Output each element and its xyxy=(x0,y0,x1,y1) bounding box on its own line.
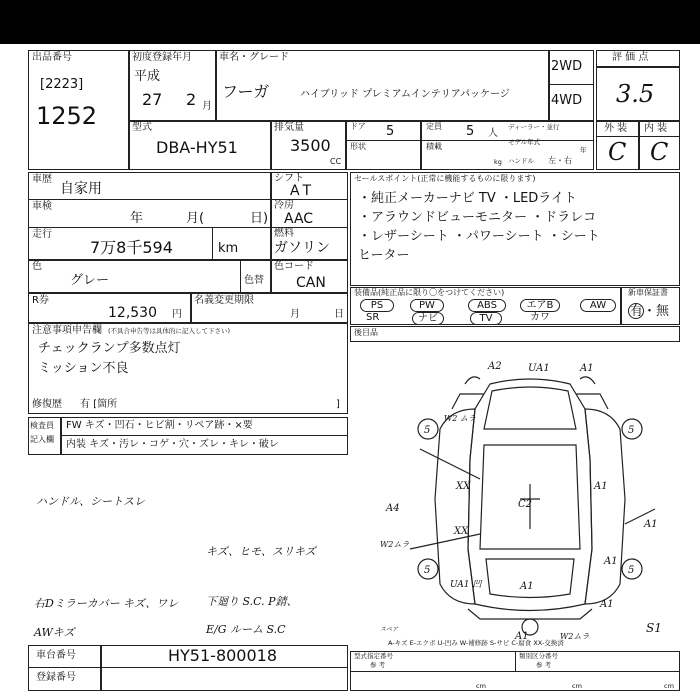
load-label: 積載 xyxy=(426,142,442,151)
sales-point-2: ・アラウンドビューモニター ・ドラレコ xyxy=(358,210,597,225)
mark-w2-bottom: W2ムラ xyxy=(560,632,590,639)
hand-note-5: AWキズ xyxy=(34,626,75,639)
chassis-label: 車台番号 xyxy=(36,650,76,661)
sales-point-1: ・純正メーカーナビ TV ・LEDライト xyxy=(358,191,577,206)
hand-note-3: 右Dミラーカバー キズ、ワレ xyxy=(34,597,179,610)
color-code-value: CAN xyxy=(296,275,326,291)
equip-sr: SR xyxy=(366,312,380,323)
recycle-fee: 12,530 xyxy=(108,305,157,321)
repair-close: ] xyxy=(336,399,340,410)
sales-point-3: ・レザーシート ・パワーシート ・シート xyxy=(358,229,600,244)
notes-sub: (不具合申告等は具体的に記入して下さい) xyxy=(108,327,231,335)
aftermarket-frame xyxy=(350,326,680,342)
equip-pw: PW xyxy=(410,299,444,312)
type-designation-label: 型式指定番号 xyxy=(354,652,393,660)
mark-a1-bottom: A1 xyxy=(515,631,529,639)
name-change-label: 名義変更期限 xyxy=(194,295,254,306)
tire-rl-value: 5 xyxy=(424,565,431,576)
mark-xx-1: XX xyxy=(456,481,471,492)
exterior-grade: C xyxy=(608,138,627,166)
inspector-label-top: 検査員 xyxy=(30,421,54,430)
equip-navi: ナビ xyxy=(412,312,444,325)
interior-grade: C xyxy=(650,138,669,166)
inspector-fw-row: FW キズ・凹石・ヒビ割・リペア跡・×要 xyxy=(66,420,253,431)
shift-value: AT xyxy=(290,183,316,199)
equip-tv: TV xyxy=(470,312,502,325)
warranty-label: 新車保証書 xyxy=(628,288,668,297)
car-name-label: 車名・グレード xyxy=(219,52,289,63)
inspection-label: 車検 xyxy=(32,201,52,212)
category-label: 車歴 xyxy=(32,174,52,185)
ref-label-2: 参 考 xyxy=(536,661,552,669)
mark-a1-right: A1 xyxy=(594,481,608,492)
top-black-bar xyxy=(0,0,700,44)
inspection-month: 月( xyxy=(186,211,205,226)
doors-label: ドア xyxy=(350,122,366,131)
drive-2wd: 2WD xyxy=(551,59,583,74)
mark-a1-front: A1 xyxy=(580,363,594,374)
mark-a1-rear-corner: A1 xyxy=(600,599,614,610)
equip-leather: カワ xyxy=(530,312,550,323)
lot-number: 1252 xyxy=(36,102,98,130)
score-label: 評 価 点 xyxy=(612,52,649,63)
equipment-label: 装備品(純正品に限り〇をつけてください) xyxy=(354,288,505,297)
note-1: チェックランプ多数点灯 xyxy=(38,341,181,356)
equip-airbag: エアB xyxy=(520,299,560,312)
lot-sub: [2223] xyxy=(40,77,84,92)
model-year-label: モデル年式 xyxy=(508,138,541,146)
mark-a1-rear-right: A1 xyxy=(604,556,618,567)
year-unit: 年 xyxy=(580,146,587,154)
mark-w2-body: W2ムラ xyxy=(380,540,410,549)
hand-note-6: E/G ルーム S.C xyxy=(206,623,286,636)
mileage-label: 走行 xyxy=(32,229,52,240)
mark-a4: A4 xyxy=(386,503,400,514)
mark-a1-trunk: A1 xyxy=(520,581,534,592)
dealer-label: ディーラー・並行 xyxy=(508,123,560,131)
name-change-month: 月 xyxy=(290,309,300,320)
note-2: ミッション不良 xyxy=(38,361,129,376)
sales-points-label: セールスポイント(正常に機能するものに限ります) xyxy=(354,174,536,183)
spare-label: スペア xyxy=(380,626,399,633)
first-reg-label: 初度登録年月 xyxy=(132,52,192,63)
displacement-label: 排気量 xyxy=(274,122,304,133)
color-swap-label: 色替 xyxy=(244,275,264,286)
handle-value: 左・右 xyxy=(548,156,572,165)
mark-a2: A2 xyxy=(488,361,502,372)
mark-ua1-rear: UA1 凹 xyxy=(450,580,482,590)
notes-label: 注意事項申告欄 xyxy=(32,325,102,336)
repair-label: 修復歴 xyxy=(32,399,62,410)
hand-note-4: 下廻り S.C. P錆、 xyxy=(206,595,298,608)
tire-fl-value: 5 xyxy=(424,425,431,436)
name-change-day: 日 xyxy=(334,309,344,320)
ac-label: 冷房 xyxy=(274,200,294,211)
yen-unit: 円 xyxy=(172,309,182,320)
sales-point-4: ヒーター xyxy=(358,248,410,263)
model-label: 型式 xyxy=(132,122,152,133)
reg-year: 27 xyxy=(142,90,163,109)
mark-ua1-front: UA1 xyxy=(528,363,550,374)
color-value: グレー xyxy=(70,273,110,288)
hand-note-2: キズ、ヒモ、スリキズ xyxy=(206,545,316,558)
color-code-label: 色コード xyxy=(274,261,314,272)
month-unit: 月 xyxy=(202,101,212,112)
ac-value: AAC xyxy=(284,211,314,227)
score-value: 3.5 xyxy=(616,80,655,108)
mark-xx-2: XX xyxy=(454,526,469,537)
doors-value: 5 xyxy=(386,124,395,139)
hand-note-7: S1 xyxy=(646,621,662,635)
cm-2: cm xyxy=(572,682,582,690)
damage-legend: A-キズ E-エクボ U-凹み W-補修跡 S-サビ C-腐食 XX-交換済 xyxy=(388,639,564,647)
drive-4wd: 4WD xyxy=(551,93,583,108)
car-damage-diagram xyxy=(380,349,680,639)
km-unit: km xyxy=(218,241,239,256)
chassis-value: HY51-800018 xyxy=(168,646,278,665)
person-unit: 人 xyxy=(488,128,498,139)
warranty-value: 有・無 xyxy=(630,304,670,319)
inspection-day: 日) xyxy=(250,211,269,226)
class-label: 類別区分番号 xyxy=(519,652,558,660)
car-grade: ハイブリッド プレミアムインテリアパッケージ xyxy=(300,89,510,100)
exterior-label: 外 装 xyxy=(604,123,628,134)
capacity-label: 定員 xyxy=(426,122,442,131)
fuel-value: ガソリン xyxy=(274,240,330,256)
equip-aw: AW xyxy=(580,299,616,312)
reg-no-label: 登録番号 xyxy=(36,672,76,683)
mileage-value: 7万8千594 xyxy=(90,238,173,257)
repair-value: 有 [箇所 xyxy=(80,399,118,410)
mark-a1-side: A1 xyxy=(644,519,658,530)
era: 平成 xyxy=(134,69,161,84)
mark-w2-left: W2 ムラ xyxy=(444,414,476,423)
equip-ps: PS xyxy=(360,299,394,312)
auction-sheet xyxy=(0,44,700,700)
interior-label: 内 装 xyxy=(644,123,668,134)
category-value: 自家用 xyxy=(60,181,102,197)
ref-label-1: 参 考 xyxy=(370,661,386,669)
shape-label: 形状 xyxy=(350,142,366,151)
model-value: DBA-HY51 xyxy=(156,138,238,157)
capacity-value: 5 xyxy=(466,124,475,139)
cm-3: cm xyxy=(664,682,674,690)
tire-rr-value: 5 xyxy=(628,565,635,576)
equip-abs: ABS xyxy=(468,299,506,312)
inspector-label-bottom: 記入欄 xyxy=(30,435,54,444)
handle-label: ハンドル xyxy=(508,157,534,165)
color-label: 色 xyxy=(32,261,42,272)
hand-note-1: ハンドル、シートスレ xyxy=(36,495,146,508)
inspection-year: 年 xyxy=(130,211,144,226)
kg-unit: kg xyxy=(494,158,502,166)
mark-c2: C2 xyxy=(518,499,533,510)
lot-label: 出品番号 xyxy=(32,52,72,63)
displacement-value: 3500 xyxy=(290,136,331,155)
fuel-label: 燃料 xyxy=(274,228,294,239)
tire-fr-value: 5 xyxy=(628,425,635,436)
cm-1: cm xyxy=(476,682,486,690)
reg-month: 2 xyxy=(186,90,197,109)
car-name: フーガ xyxy=(222,82,270,101)
cc-unit: CC xyxy=(330,157,342,166)
recycle-label: R券 xyxy=(32,295,49,306)
aftermarket-label: 後目品 xyxy=(354,328,378,337)
inspector-interior-row: 内装 キズ・汚レ・コゲ・穴・ズレ・キレ・破レ xyxy=(66,439,279,450)
shift-label: シフト xyxy=(274,173,304,184)
